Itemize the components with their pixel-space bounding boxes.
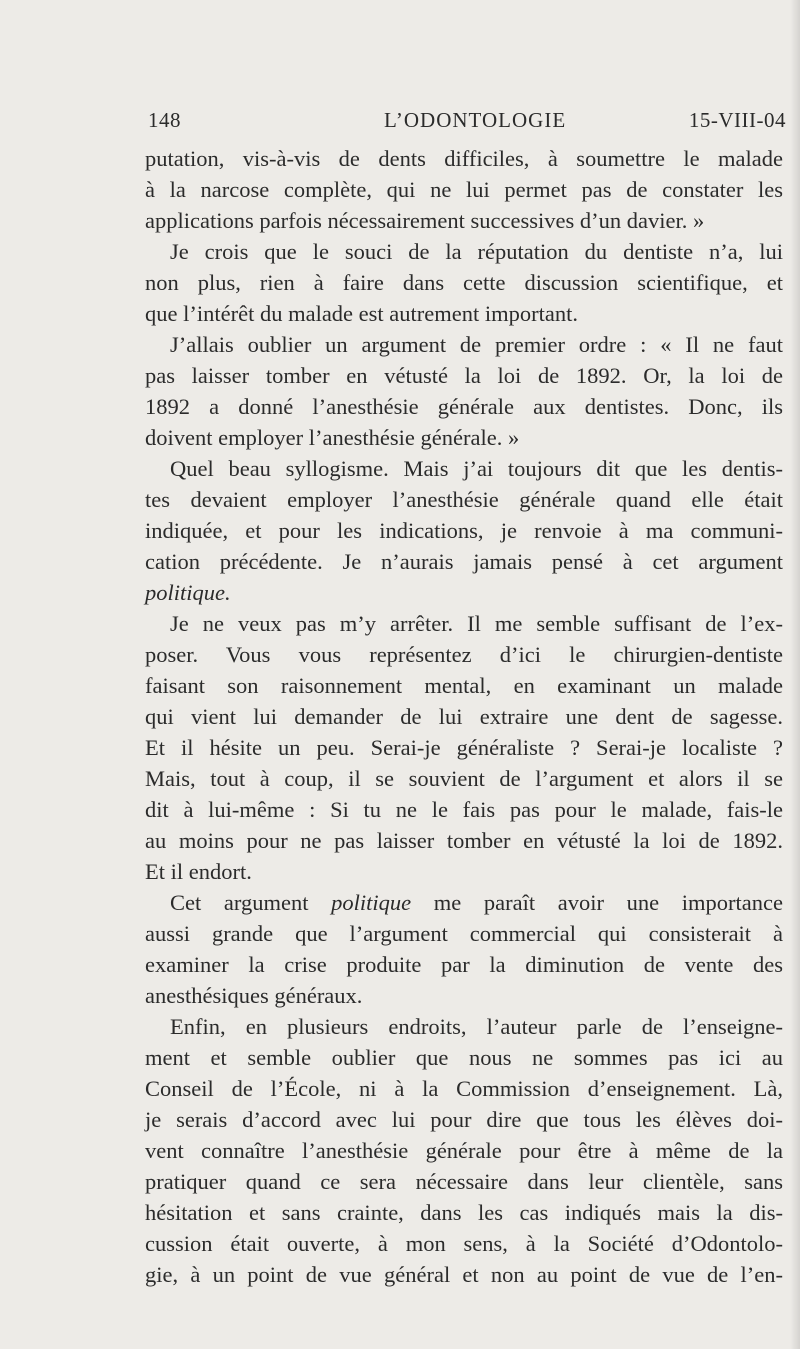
text-line: J’allais oublier un argument de premier ordre : « Il ne faut (170, 332, 783, 357)
text-line: Et il hésite un peu. Serai-je généraliste ? Serai-je localiste ? (145, 735, 783, 760)
text-line: 1892 a donné l’anesthésie générale aux dentistes. Donc, ils (145, 394, 783, 419)
text-line: Je ne veux pas m’y arrêter. Il me semble suffisant de l’ex- (170, 611, 783, 636)
italic-word: politique (331, 890, 412, 915)
text-line: Et il endort. (145, 859, 252, 884)
text-line: Enfin, en plusieurs endroits, l’auteur parle de l’enseigne- (170, 1014, 783, 1039)
text-line: pratiquer quand ce sera nécessaire dans leur clientèle, sans (145, 1169, 783, 1194)
text-line: dit à lui-même : Si tu ne le fais pas pour le malade, fais-le (145, 797, 783, 822)
text-line: aussi grande que l’argument commercial qui consisterait à (145, 921, 783, 946)
text-segment: me paraît avoir une importance (433, 890, 784, 915)
text-line (145, 887, 783, 918)
text-line: putation, vis-à-vis de dents difficiles, à soumettre le malade (145, 146, 783, 171)
text-line: je serais d’accord avec lui pour dire que tous les élèves doi- (145, 1107, 783, 1132)
issue-date: 15-VIII-04 (688, 108, 786, 132)
text-line: tes devaient employer l’anesthésie générale quand elle était (145, 487, 783, 512)
text-line: examiner la crise produite par la diminution de vente des (145, 952, 783, 977)
text-line: applications parfois nécessairement successives d’un davier. » (145, 208, 705, 233)
text-line: au moins pour ne pas laisser tomber en vétusté la loi de 1892. (145, 828, 783, 853)
text-segment: Cet argument (170, 890, 309, 915)
text-line: faisant son raisonnement mental, en examinant un malade (145, 673, 783, 698)
journal-title: L’ODONTOLOGIE (384, 108, 567, 132)
text-line: pas laisser tomber en vétusté la loi de 1892. Or, la loi de (145, 363, 783, 388)
text-line: doivent employer l’anesthésie générale. » (145, 425, 520, 450)
text-line: anesthésiques généraux. (145, 983, 363, 1008)
text-line: qui vient lui demander de lui extraire une dent de sagesse. (145, 704, 783, 729)
text-line: Conseil de l’École, ni à la Commission d’enseignement. Là, (145, 1076, 783, 1101)
text-line (145, 577, 783, 608)
text-line: Quel beau syllogisme. Mais j’ai toujours dit que les dentis- (170, 456, 783, 481)
text-line: hésitation et sans crainte, dans les cas indiqués mais la dis- (145, 1200, 783, 1225)
text-line: poser. Vous vous représentez d’ici le chirurgien-dentiste (145, 642, 783, 667)
text-line: à la narcose complète, qui ne lui permet pas de constater les (145, 177, 783, 202)
text-line: gie, à un point de vue général et non au point de vue de l’en- (145, 1262, 783, 1287)
text-line: ment et semble oublier que nous ne sommes pas ici au (145, 1045, 783, 1070)
text-line: Je crois que le souci de la réputation du dentiste n’a, lui (170, 239, 783, 264)
text-line: que l’intérêt du malade est autrement important. (145, 301, 578, 326)
text-line: vent connaître l’anesthésie générale pour être à même de la (145, 1138, 783, 1163)
page-number: 148 (148, 108, 181, 132)
running-header (146, 108, 786, 142)
text-line: indiquée, et pour les indications, je renvoie à ma communi- (145, 518, 783, 543)
text-line: Mais, tout à coup, il se souvient de l’argument et alors il se (145, 766, 783, 791)
text-line: cation précédente. Je n’aurais jamais pensé à cet argument (145, 549, 783, 574)
body-text (145, 143, 783, 1290)
page-edge-shadow (790, 0, 800, 1349)
text-line: cussion était ouverte, à mon sens, à la Société d’Odontolo- (145, 1231, 783, 1256)
italic-word: politique. (145, 580, 231, 605)
text-line: non plus, rien à faire dans cette discussion scientifique, et (145, 270, 783, 295)
